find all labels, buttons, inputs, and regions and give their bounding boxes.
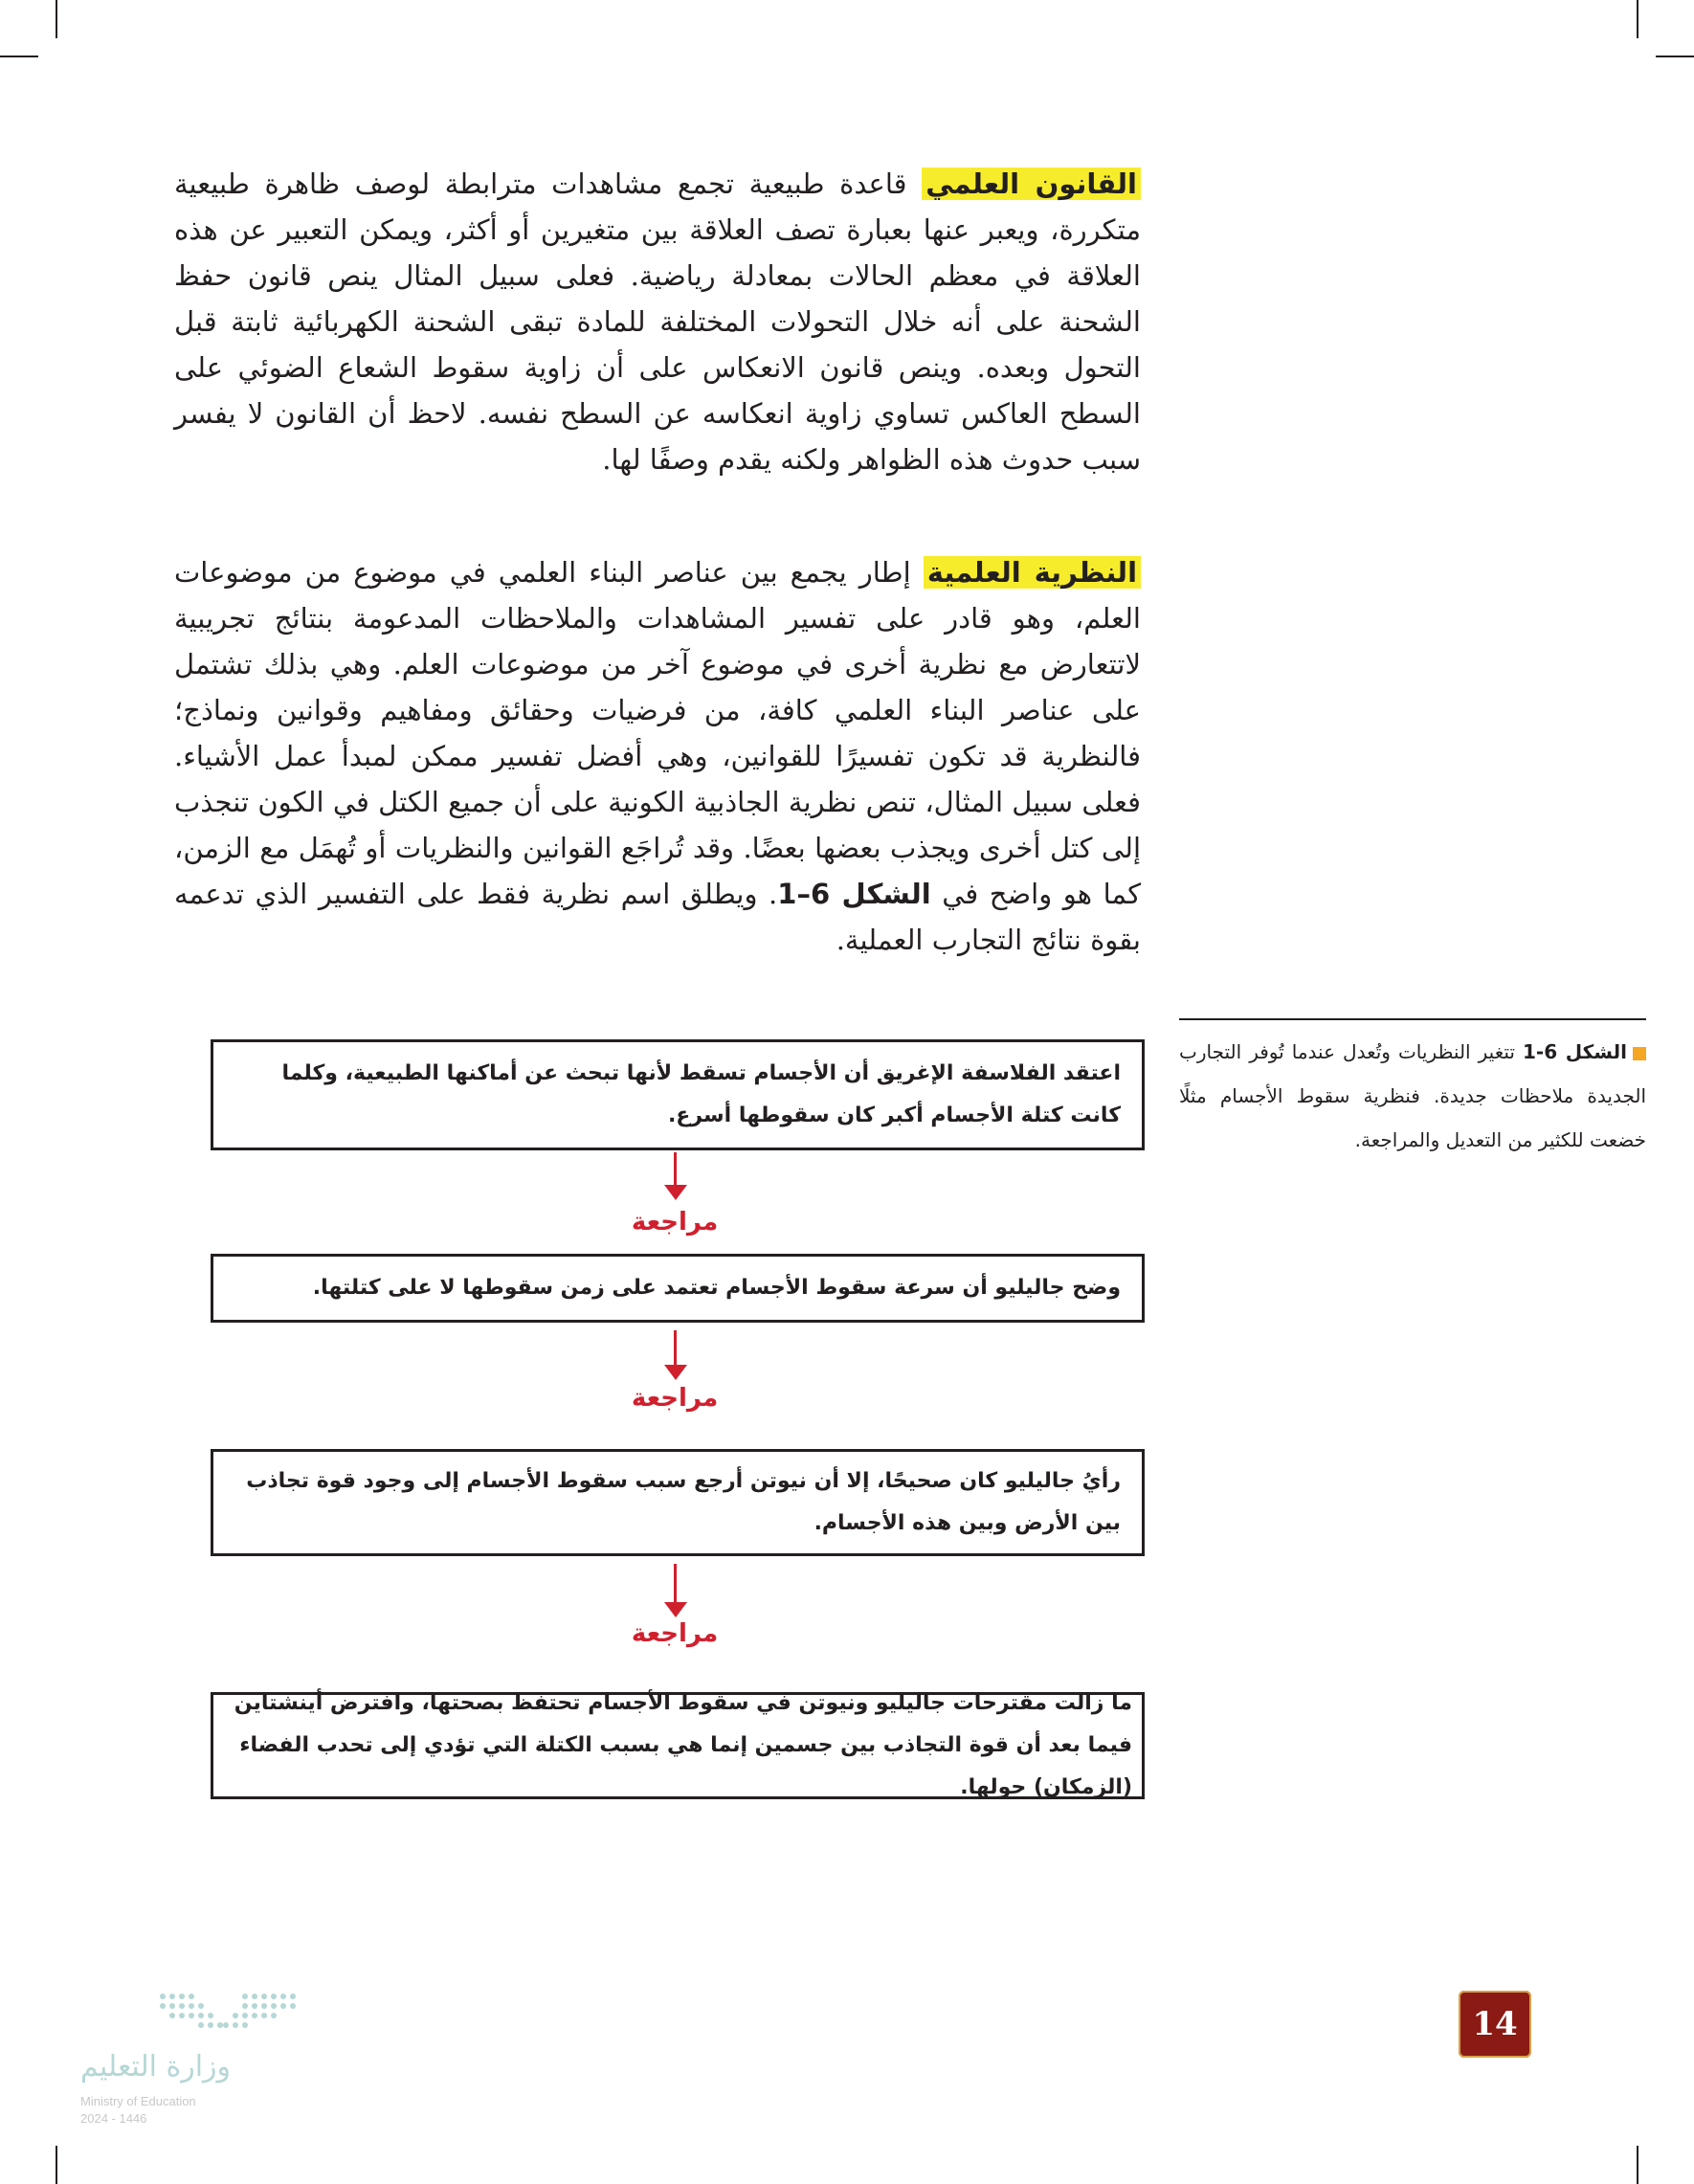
edition-year: 2024 - 1446 [80, 2111, 147, 2126]
crop-mark [1656, 56, 1694, 57]
crop-mark [56, 2146, 57, 2184]
scientific-law-paragraph [174, 161, 1141, 482]
page-number: 14 [1459, 1991, 1531, 2058]
scientific-theory-term: النظرية العلمية [924, 556, 1141, 589]
review-label: مراجعة [631, 1384, 719, 1413]
logo-dots-icon [157, 1991, 310, 2039]
crop-mark [1637, 2146, 1638, 2184]
scientific-theory-text: إطار يجمع بين عناصر البناء العلمي في موضوع من موضوعات العلم، وهو قادر على تفسير المشاهدات والملاحظات المدعومة بنتائج تجريبية لاتتعارض مع نظرية أخرى في موضوع آخر من موضوعات العلم. وهي بذلك تشتمل على عناصر البناء العلمي كافة، من فرضيات وحقائق ومفاهيم وقوانين ونماذج؛ فالنظرية قد تكون تفسيرًا للقوانين، وهي أفضل تفسير ممكن لمبدأ عمل الأشياء. فعلى سبيل المثال، تنص نظرية الجاذبية الكونية على أن جميع الكتل في الكون تنجذب إلى كتل أخرى ويجذب بعضها بعضًا. وقد تُراجَع القوانين والنظريات أو تُهمَل مع الزمن، كما هو واضح في [174, 556, 1141, 910]
flowchart-box-greek: اعتقد الفلاسفة الإغريق أن الأجسام تسقط لأنها تبحث عن أماكنها الطبيعية، وكلما كانت كتلة الأجسام أكبر كان سقوطها أسرع. [211, 1039, 1145, 1150]
caption-bullet-icon [1633, 1047, 1646, 1060]
flowchart-box-newton: رأيُ جاليليو كان صحيحًا، إلا أن نيوتن أرجع سبب سقوط الأجسام إلى وجود قوة تجاذب بين الأرض وبين هذه الأجسام. [211, 1449, 1145, 1556]
down-arrow-icon [664, 1152, 687, 1200]
figure-caption [1179, 1018, 1646, 1162]
figure-label: الشكل 6-1 [1522, 1040, 1627, 1063]
review-label: مراجعة [631, 1208, 719, 1237]
review-label: مراجعة [631, 1619, 719, 1648]
scientific-theory-text-end: . ويطلق اسم نظرية فقط على التفسير الذي تدعمه بقوة نتائج التجارب العملية. [174, 878, 1141, 956]
crop-mark [0, 56, 38, 57]
ministry-name-arabic: وزارة التعليم [80, 2050, 232, 2084]
down-arrow-icon [664, 1330, 687, 1380]
crop-mark [1637, 0, 1638, 38]
flowchart-box-einstein: ما زالت مقترحات جاليليو ونيوتن في سقوط الأجسام تحتفظ بصحتها، وافترض أينشتاين فيما بعد أن قوة التجاذب بين جسمين إنما هي بسبب الكتلة التي تؤدي إلى تحدب الفضاء (الزمكان) حولها. [211, 1692, 1145, 1799]
down-arrow-icon [664, 1564, 687, 1617]
ministry-logo [80, 1991, 310, 2134]
crop-mark [56, 0, 57, 38]
ministry-name-english: Ministry of Education [80, 2094, 196, 2108]
figure-reference: الشكل 6–1 [777, 878, 931, 910]
scientific-theory-paragraph [174, 549, 1141, 963]
scientific-law-term: القانون العلمي [922, 167, 1141, 200]
figure-caption-text: تتغير النظريات وتُعدل عندما تُوفر التجارب الجديدة ملاحظات جديدة. فنظرية سقوط الأجسام مثلًا خضعت للكثير من التعديل والمراجعة. [1179, 1040, 1646, 1151]
scientific-law-text: قاعدة طبيعية تجمع مشاهدات مترابطة لوصف ظاهرة طبيعية متكررة، ويعبر عنها بعبارة تصف العلاقة بين متغيرين أو أكثر، ويمكن التعبير عن هذه العلاقة في معظم الحالات بمعادلة رياضية. فعلى سبيل المثال ينص قانون حفظ الشحنة على أنه خلال التحولات المختلفة للمادة تبقى الشحنة الكهربائية ثابتة قبل التحول وبعده. وينص قانون الانعكاس على أن زاوية سقوط الشعاع الضوئي على السطح العاكس تساوي زاوية انعكاسه عن السطح نفسه. لاحظ أن القانون لا يفسر سبب حدوث هذه الظواهر ولكنه يقدم وصفًا لها. [174, 167, 1141, 476]
flowchart-box-galileo: وضح جاليليو أن سرعة سقوط الأجسام تعتمد على زمن سقوطها لا على كتلتها. [211, 1254, 1145, 1323]
